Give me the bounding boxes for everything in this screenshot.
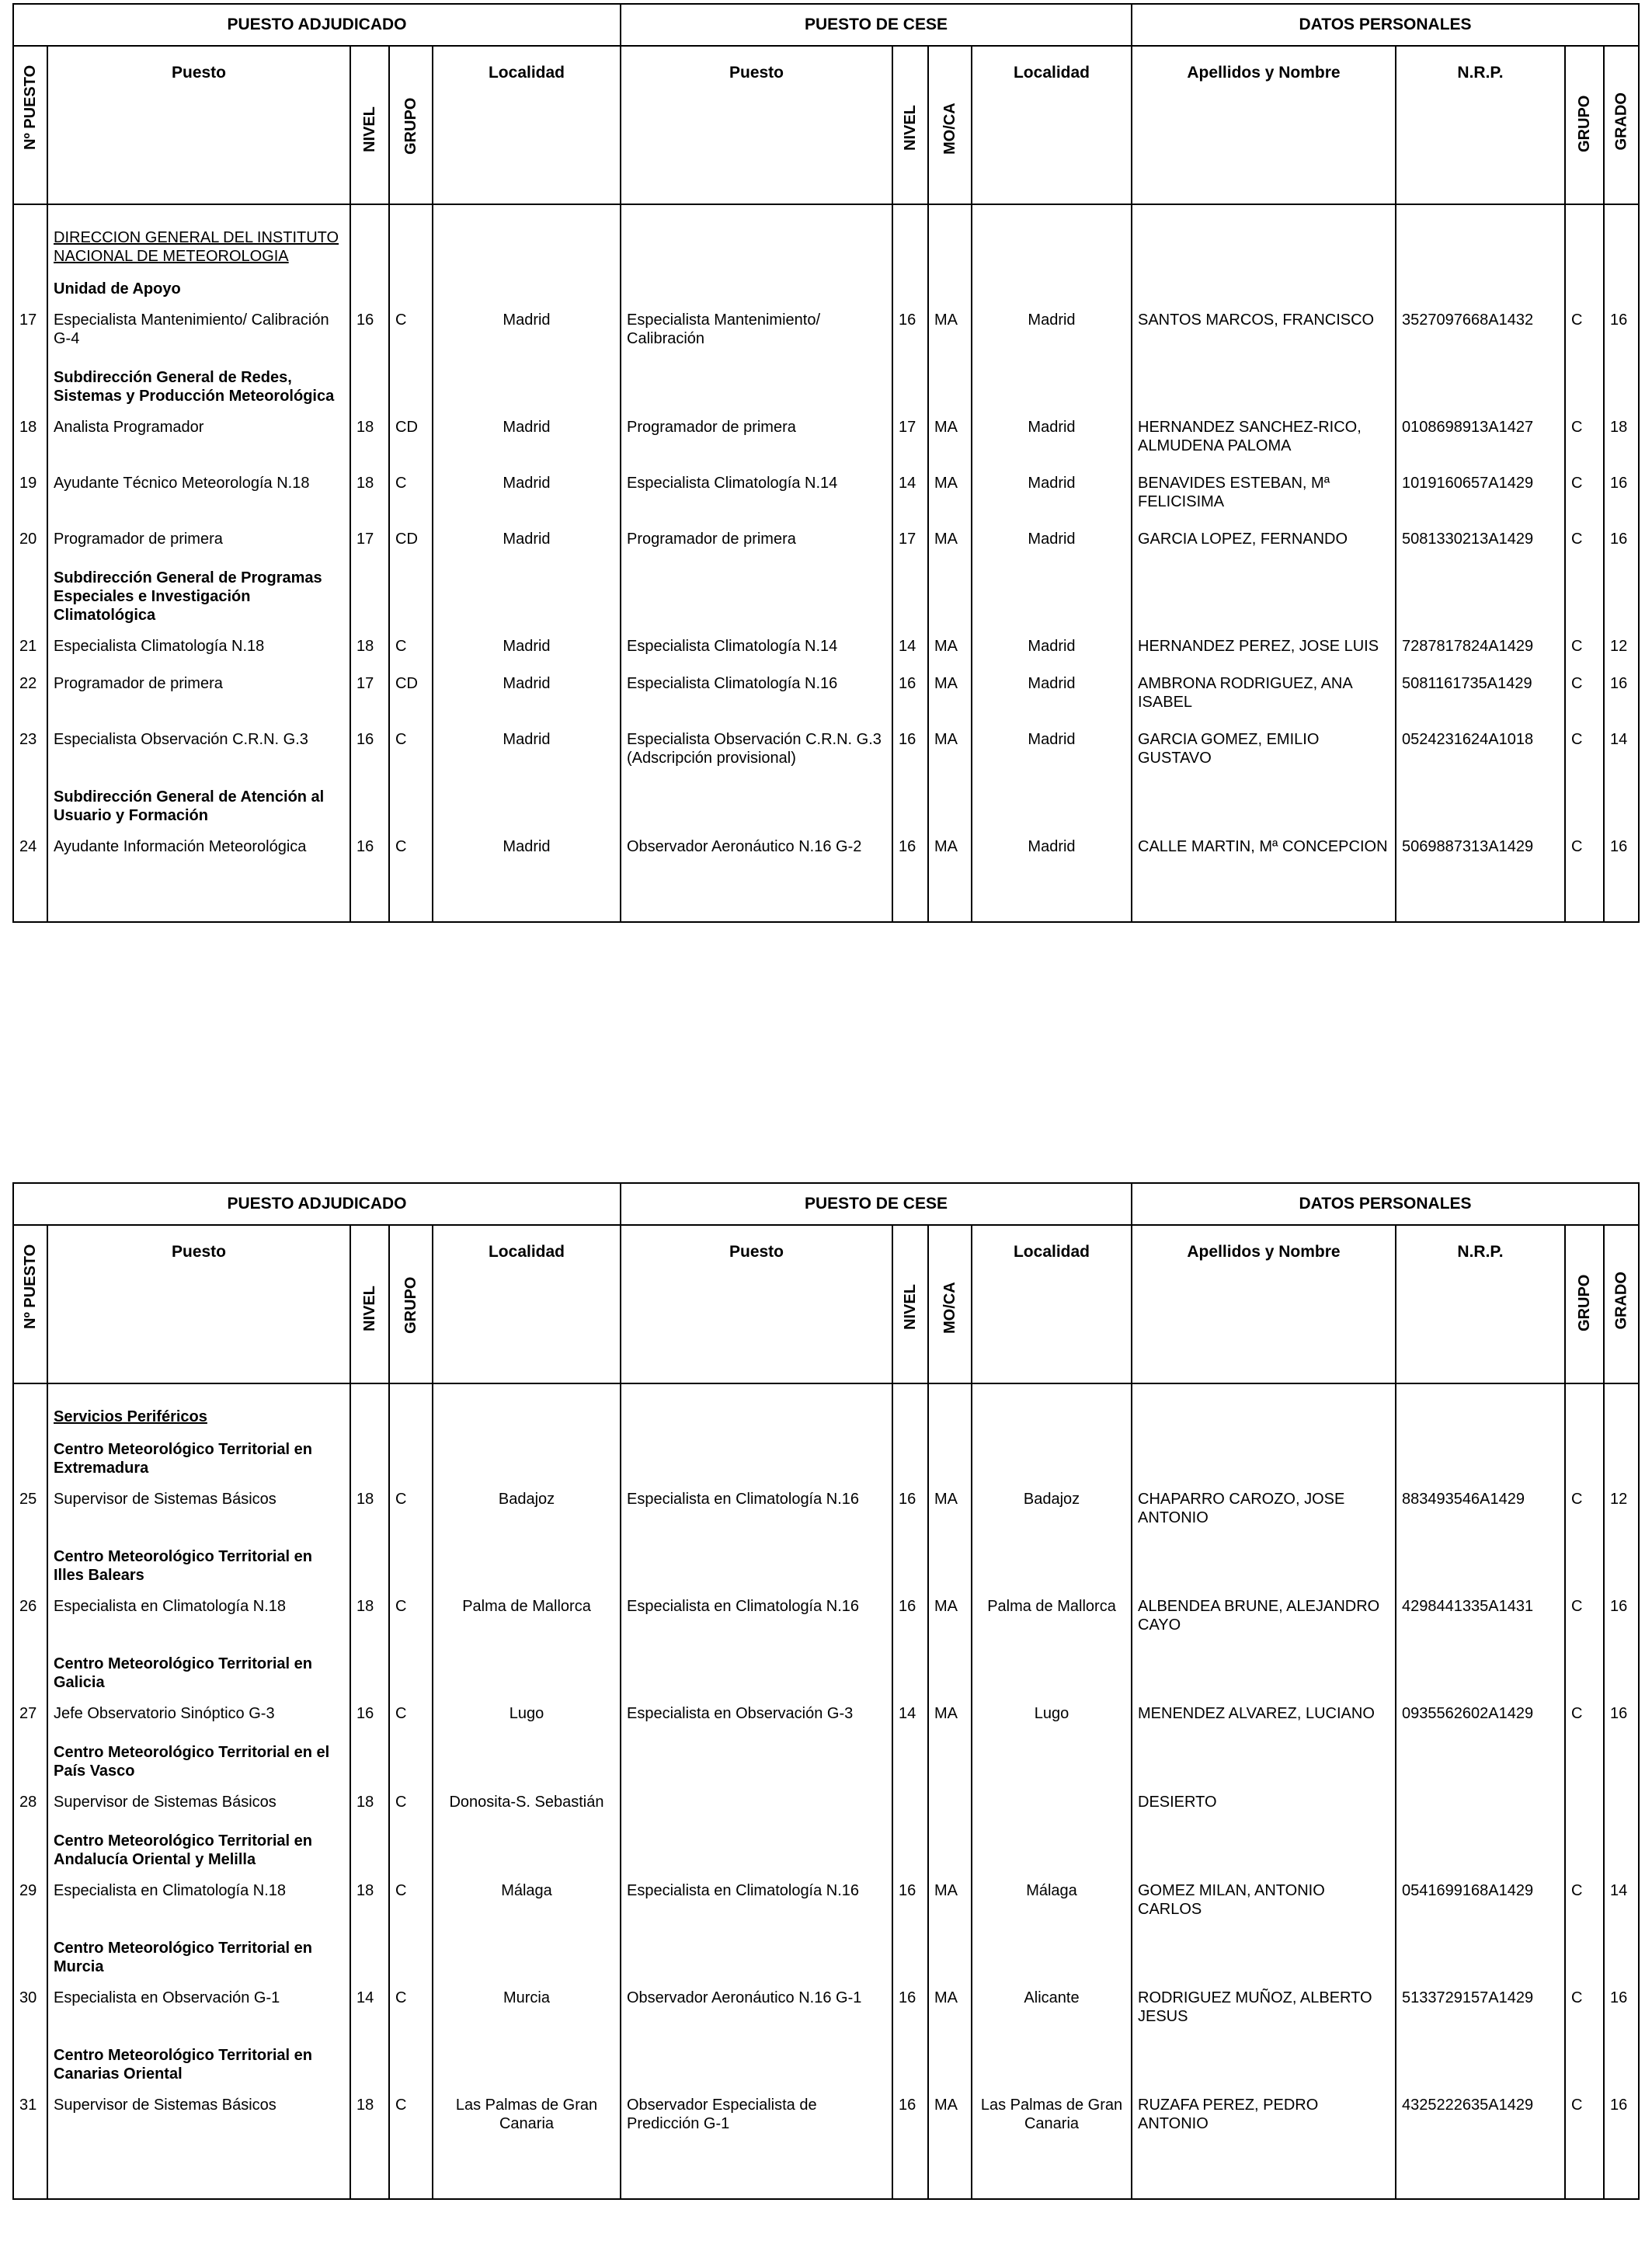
header-grado: GRADO [1604, 46, 1639, 204]
header-nrp: N.R.P. [1396, 46, 1565, 204]
header-moca: MO/CA [928, 46, 972, 204]
header-p-grupo: GRUPO [1565, 1225, 1604, 1383]
table-row: 17 Especialista Mantenimiento/ Calibración G-4 16 C Madrid Especialista Mantenimiento/ Calibración 16 MA Madrid SANTOS MARCOS, FRANCISCO 3527097668A1432 C 16 [13, 303, 1639, 359]
header-nivel: NIVEL [350, 1225, 389, 1383]
section-title: Centro Meteorológico Territorial en Murcia [47, 1930, 350, 1981]
table-row: 29 Especialista en Climatología N.18 18 C Málaga Especialista en Climatología N.16 16 MA Málaga GOMEZ MILAN, ANTONIO CARLOS 0541699168A1429 C 14 [13, 1874, 1639, 1930]
table-row: 24 Ayudante Información Meteorológica 16 C Madrid Observador Aeronáutico N.16 G-2 16 MA Madrid CALLE MARTIN, Mª CONCEPCION 5069887313A1429 C 16 [13, 830, 1639, 867]
header-puesto-adjudicado: PUESTO ADJUDICADO [13, 4, 621, 46]
header-grupo: GRUPO [389, 1225, 433, 1383]
header-cese-localidad: Localidad [972, 46, 1132, 204]
table-row: 28 Supervisor de Sistemas Básicos 18 C Donosita-S. Sebastián DESIERTO [13, 1785, 1639, 1822]
table-row: 21 Especialista Climatología N.18 18 C Madrid Especialista Climatología N.14 14 MA Madrid HERNANDEZ PEREZ, JOSE LUIS 7287817824A1429 C 12 [13, 629, 1639, 666]
section-title: Unidad de Apoyo [47, 270, 350, 303]
section-title: Centro Meteorológico Territorial en Andalucía Oriental y Melilla [47, 1822, 350, 1874]
section-title: Subdirección General de Redes, Sistemas y Producción Meteorológica [47, 359, 350, 410]
section-title: Centro Meteorológico Territorial en Illes Balears [47, 1538, 350, 1589]
resolution-table-1 [12, 3, 1640, 923]
header-cese-nivel: NIVEL [892, 1225, 928, 1383]
section-title: Subdirección General de Atención al Usuario y Formación [47, 778, 350, 830]
header-apellidos: Apellidos y Nombre [1132, 46, 1396, 204]
section-title: Servicios Periféricos [47, 1398, 350, 1431]
section-title: Subdirección General de Programas Especiales e Investigación Climatológica [47, 559, 350, 629]
header-puesto-cese: PUESTO DE CESE [621, 1183, 1132, 1225]
header-datos-personales: DATOS PERSONALES [1132, 1183, 1639, 1225]
header-puesto: Puesto [47, 46, 350, 204]
table-row: 26 Especialista en Climatología N.18 18 C Palma de Mallorca Especialista en Climatología N.16 16 MA Palma de Mallorca ALBENDEA BRUNE, ALEJANDRO CAYO 4298441335A1431 C 16 [13, 1589, 1639, 1645]
table-row: 31 Supervisor de Sistemas Básicos 18 C Las Palmas de Gran Canaria Observador Especialista de Predicción G-1 16 MA Las Palmas de Gran Canaria RUZAFA PEREZ, PEDRO ANTONIO 4325222635A1429 C 16 [13, 2088, 1639, 2144]
section-title: Centro Meteorológico Territorial en Extremadura [47, 1431, 350, 1482]
section-title: Centro Meteorológico Territorial en Galicia [47, 1645, 350, 1696]
table-row: 19 Ayudante Técnico Meteorología N.18 18 C Madrid Especialista Climatología N.14 14 MA Madrid BENAVIDES ESTEBAN, Mª FELICISIMA 1019160657A1429 C 16 [13, 466, 1639, 522]
header-grupo: GRUPO [389, 46, 433, 204]
header-apellidos: Apellidos y Nombre [1132, 1225, 1396, 1383]
header-datos-personales: DATOS PERSONALES [1132, 4, 1639, 46]
section-title: DIRECCION GENERAL DEL INSTITUTO NACIONAL DE METEOROLOGIA [47, 219, 350, 270]
header-puesto-cese: PUESTO DE CESE [621, 4, 1132, 46]
header-num-puesto: Nº PUESTO [13, 1225, 47, 1383]
section-title: Centro Meteorológico Territorial en Canarias Oriental [47, 2037, 350, 2088]
header-cese-nivel: NIVEL [892, 46, 928, 204]
header-nrp: N.R.P. [1396, 1225, 1565, 1383]
header-p-grupo: GRUPO [1565, 46, 1604, 204]
header-moca: MO/CA [928, 1225, 972, 1383]
header-puesto: Puesto [47, 1225, 350, 1383]
header-puesto-adjudicado: PUESTO ADJUDICADO [13, 1183, 621, 1225]
header-localidad: Localidad [433, 46, 621, 204]
section-title: Centro Meteorológico Territorial en el País Vasco [47, 1734, 350, 1785]
header-num-puesto: Nº PUESTO [13, 46, 47, 204]
table-row: 22 Programador de primera 17 CD Madrid Especialista Climatología N.16 16 MA Madrid AMBRONA RODRIGUEZ, ANA ISABEL 5081161735A1429 C 16 [13, 666, 1639, 722]
header-grado: GRADO [1604, 1225, 1639, 1383]
table-row: 23 Especialista Observación C.R.N. G.3 16 C Madrid Especialista Observación C.R.N. G.3 (Adscripción provisional) 16 MA Madrid GARCIA GOMEZ, EMILIO GUSTAVO 0524231624A1018 C 14 [13, 722, 1639, 778]
header-cese-puesto: Puesto [621, 46, 892, 204]
header-cese-puesto: Puesto [621, 1225, 892, 1383]
header-localidad: Localidad [433, 1225, 621, 1383]
table-row: 25 Supervisor de Sistemas Básicos 18 C Badajoz Especialista en Climatología N.16 16 MA Badajoz CHAPARRO CAROZO, JOSE ANTONIO 883493546A1429 C 12 [13, 1482, 1639, 1538]
table-row: 20 Programador de primera 17 CD Madrid Programador de primera 17 MA Madrid GARCIA LOPEZ, FERNANDO 5081330213A1429 C 16 [13, 522, 1639, 559]
table-row: 27 Jefe Observatorio Sinóptico G-3 16 C Lugo Especialista en Observación G-3 14 MA Lugo MENENDEZ ALVAREZ, LUCIANO 0935562602A1429 C 16 [13, 1696, 1639, 1734]
table-row: 30 Especialista en Observación G-1 14 C Murcia Observador Aeronáutico N.16 G-1 16 MA Alicante RODRIGUEZ MUÑOZ, ALBERTO JESUS 5133729157A1429 C 16 [13, 1981, 1639, 2037]
table-row: 18 Analista Programador 18 CD Madrid Programador de primera 17 MA Madrid HERNANDEZ SANCHEZ-RICO, ALMUDENA PALOMA 0108698913A1427 C 18 [13, 410, 1639, 466]
header-cese-localidad: Localidad [972, 1225, 1132, 1383]
header-nivel: NIVEL [350, 46, 389, 204]
resolution-table-2 [12, 1182, 1640, 2200]
